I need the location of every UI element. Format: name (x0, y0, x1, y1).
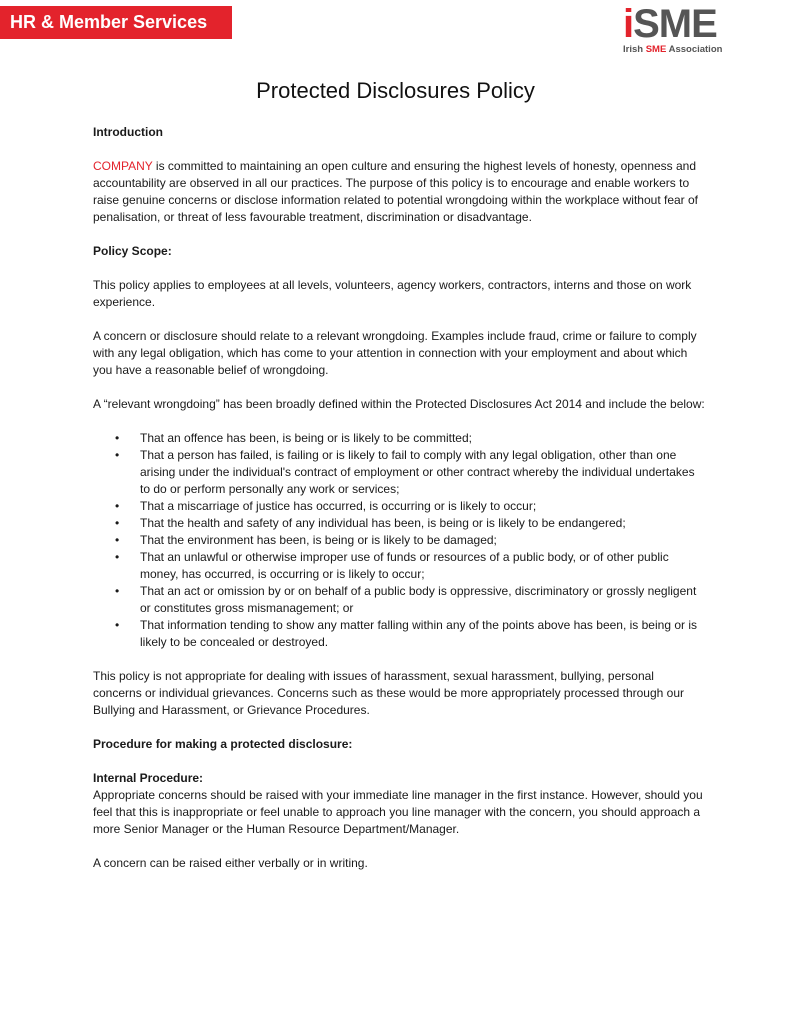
list-item (93, 498, 705, 515)
not-appropriate-paragraph: This policy is not appropriate for dealing with issues of harassment, sexual harassment, bullying, personal concerns or individual grievances. Concerns such as these would be more appropriately processed through our Bullying and Harassment, or Grievance Procedures. (93, 669, 684, 717)
list-item-text: That a miscarriage of justice has occurred, is occurring or is likely to occur; (140, 499, 537, 513)
bullet-icon: • (115, 584, 120, 598)
company-placeholder: COMPANY (93, 159, 153, 173)
document-title: Protected Disclosures Policy (256, 78, 535, 103)
scope-heading: Policy Scope: (93, 244, 172, 258)
logo-tagline (623, 44, 733, 56)
banner-label: HR & Member Services (10, 12, 208, 32)
scope-paragraph-2: A concern or disclosure should relate to a relevant wrongdoing. Examples include fraud, crime or failure to comply with any legal obligation, which has come to your attention in connection with your employment and about which you have a reasonable belief of wrongdoing. (93, 329, 697, 377)
list-item-text: That an act or omission by or on behalf of a public body is oppressive, discriminatory or grossly negligent or constitutes gross mismanagement; or (140, 584, 697, 615)
intro-text: is committed to maintaining an open culture and ensuring the highest levels of honesty, openness and accountability are observed in all our practices. The purpose of this policy is to encourage and enable workers to raise genuine concerns or disclose information related to potential wrongdoing within the workplace without fear of penalisation, or threat of less favourable treatment, discrimination or disadvantage. (93, 159, 699, 224)
isme-logo (623, 4, 733, 56)
internal-procedure-heading: Internal Procedure: (93, 771, 204, 785)
scope-paragraph-3: A “relevant wrongdoing” has been broadly defined within the Protected Disclosures Act 2014 and include the below: (93, 397, 705, 411)
logo-tagline-highlight: SME (645, 44, 667, 55)
list-item (93, 583, 705, 617)
list-item-text: That information tending to show any matter falling within any of the points above has been, is being or is likely to be concealed or destroyed. (140, 618, 697, 649)
list-item-text: That the health and safety of any individual has been, is being or is likely to be endangered; (140, 516, 626, 530)
logo-wordmark (623, 4, 733, 44)
internal-procedure-paragraph: Appropriate concerns should be raised with your immediate line manager in the first instance. However, should you feel that this is inappropriate or feel unable to approach you line manager with the concern, you should approach a more Senior Manager or the Human Resource Department/Manager. (93, 788, 703, 836)
intro-paragraph (93, 158, 705, 226)
logo-tagline-prefix: Irish (623, 44, 646, 55)
scope-paragraph-1: This policy applies to employees at all levels, volunteers, agency workers, contractors, interns and those on work experience. (93, 278, 692, 309)
closing-paragraph: A concern can be raised either verbally or in writing. (93, 856, 368, 870)
wrongdoing-list (93, 430, 705, 651)
bullet-icon: • (115, 550, 120, 564)
bullet-icon: • (115, 516, 120, 530)
list-item-text: That a person has failed, is failing or is likely to fail to comply with any legal obligation, other than one arising under the individual's contract of employment or other contract whereby the individual undertakes to do or perform personally any work or services; (140, 448, 695, 496)
list-item (93, 549, 705, 583)
list-item-text: That the environment has been, is being or is likely to be damaged; (140, 533, 497, 547)
bullet-icon: • (115, 499, 120, 513)
procedure-heading: Procedure for making a protected disclosure: (93, 737, 353, 751)
bullet-icon: • (115, 618, 120, 632)
logo-tagline-suffix: Association (666, 44, 723, 55)
list-item (93, 447, 705, 498)
document-body (93, 124, 705, 889)
logo-sme-letters: SME (633, 2, 717, 46)
list-item-text: That an unlawful or otherwise improper use of funds or resources of a public body, or of other public money, has occurred, is occurring or is likely to occur; (140, 550, 669, 581)
bullet-icon: • (115, 448, 120, 462)
list-item (93, 430, 705, 447)
intro-heading: Introduction (93, 125, 163, 139)
list-item (93, 532, 705, 549)
bullet-icon: • (115, 533, 120, 547)
logo-i-letter: i (623, 2, 634, 46)
list-item (93, 617, 705, 651)
list-item-text: That an offence has been, is being or is likely to be committed; (140, 431, 472, 445)
bullet-icon: • (115, 431, 120, 445)
hr-member-services-banner (0, 6, 232, 39)
list-item (93, 515, 705, 532)
